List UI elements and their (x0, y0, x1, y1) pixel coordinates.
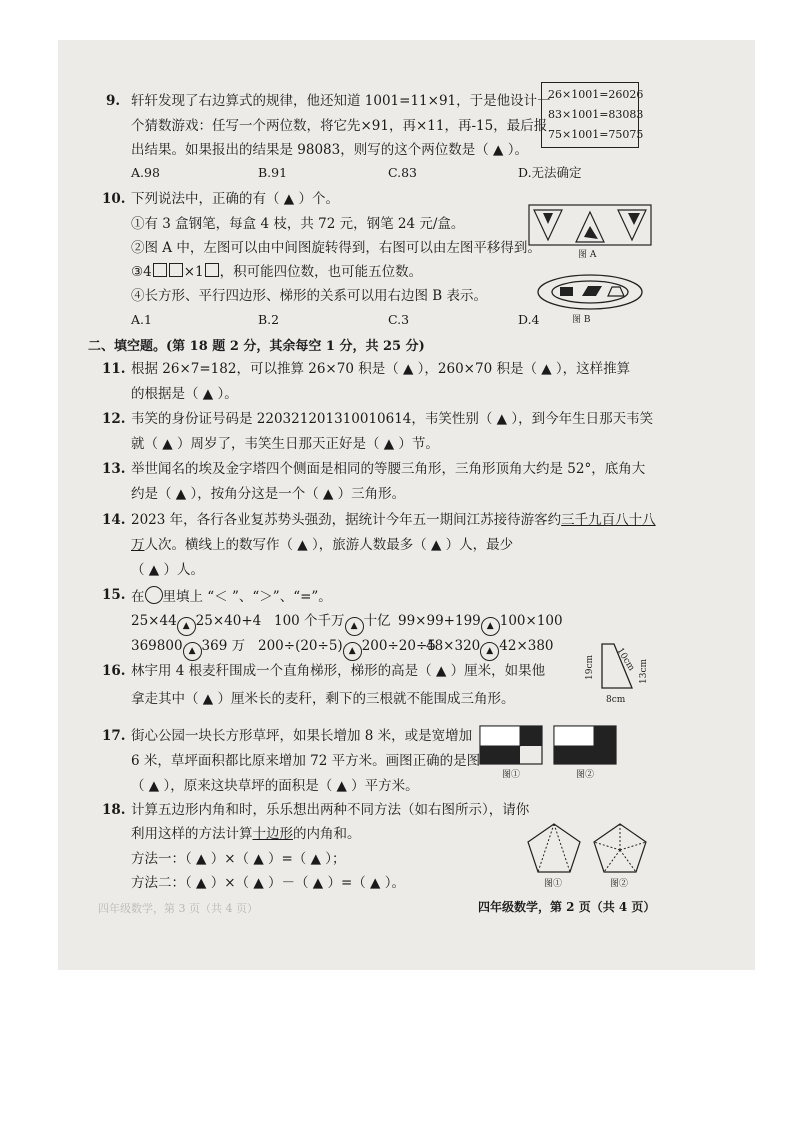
q9-rule-2: 83×1001=83083 (548, 108, 644, 121)
q9-option-a: A.98 (131, 165, 160, 180)
q16-line2: 拿走其中（ ▲ ）厘米长的麦秆，剩下的三根就不能围成三角形。 (131, 691, 515, 707)
compare-circle-icon: ▲ (481, 617, 500, 636)
q15-row2-item1: 369800 ▲ 369 万 (131, 637, 245, 661)
q9-line3: 出结果。如果报出的结果是 98083，则写的这个两位数是（ ▲ ）。 (131, 142, 528, 158)
compare-circle-icon: ▲ (343, 642, 362, 661)
compare-circle-icon: ▲ (177, 617, 196, 636)
dim-8cm: 8cm (606, 695, 626, 705)
q16-line1: 林宇用 4 根麦秆围成一个直角梯形，梯形的高是（ ▲ ）厘米，如果他 (131, 663, 546, 679)
exam-page (58, 40, 755, 970)
dim-19cm: 19cm (585, 654, 595, 680)
q9-rule-box (541, 82, 644, 148)
q10-option-a: A.1 (131, 312, 152, 327)
q18-line2: 利用这样的方法计算十边形的内角和。 (131, 826, 361, 842)
figure-1-label: 图① (502, 770, 521, 780)
q9-number: 9. (106, 93, 121, 109)
q10-statement-4: ④长方形、平行四边形、梯形的关系可以用右边图 B 表示。 (131, 288, 488, 304)
q9-option-c: C.83 (388, 165, 417, 180)
blank-box (205, 263, 219, 277)
compare-circle-icon: ▲ (183, 642, 202, 661)
q15-row2-item3: 48×320 ▲ 42×380 (426, 637, 554, 661)
q15-instruction: 在 里填上 “＜ ”、“＞”、“=”。 (131, 586, 332, 606)
pentagon-figure-2-label: 图② (610, 879, 629, 889)
q9-rule-1: 26×1001=26026 (548, 88, 644, 101)
q17-line2: 6 米，草坪面积都比原来增加 72 平方米。画图正确的是图 (131, 753, 481, 769)
q9-option-b: B.91 (258, 165, 288, 180)
q11-number: 11. (102, 361, 126, 377)
q15-row2-item2: 200÷(20÷5) ▲ 200÷20÷5 (258, 637, 436, 661)
q14-line1: 2023 年，各行各业复苏势头强劲，据统计今年五一期间江苏接待游客约三千九百八十八 (131, 512, 656, 528)
q17-figure-2 (552, 724, 622, 780)
q17-line3: （ ▲ ），原来这块草坪的面积是（ ▲ ）平方米。 (131, 778, 419, 794)
q14-line3: （ ▲ ）人。 (131, 562, 204, 578)
q15-row1-item2: 100 个千万 ▲ 十亿 (274, 612, 391, 636)
q10-number: 10. (102, 191, 126, 207)
q18-number: 18. (102, 802, 126, 818)
q18-method-1: 方法一：（ ▲ ）×（ ▲ ）=（ ▲ ）； (131, 851, 346, 867)
q12-line1: 韦笑的身份证号码是 220321201310010614，韦笑性别（ ▲ ），到今年生日那天韦笑 (131, 411, 654, 427)
q9-line2: 个猜数游戏：任写一个两位数，将它先×91，再×11，再-15，最后报 (131, 118, 548, 134)
q10-statement-1: ①有 3 盒钢笔，每盒 4 枝，共 72 元，钢笔 24 元/盒。 (131, 216, 465, 232)
compare-circle-icon: ▲ (345, 617, 364, 636)
blank-box (169, 263, 183, 277)
q11-line2: 的根据是（ ▲ ）。 (131, 386, 238, 402)
page-footer: 四年级数学，第 2 页（共 4 页） (478, 900, 656, 914)
q9-rule-3: 75×1001=75075 (548, 128, 644, 141)
q10-line1: 下列说法中，正确的有（ ▲ ）个。 (131, 191, 339, 207)
q18-line1: 计算五边形内角和时，乐乐想出两种不同方法（如右图所示），请你 (131, 802, 530, 818)
q10-option-b: B.2 (258, 312, 280, 327)
q10-option-d: D.4 (518, 312, 540, 327)
q15-row1-item1: 25×44 ▲ 25×40+4 (131, 612, 261, 636)
compare-circle-icon: ▲ (480, 642, 499, 661)
figure-2-label: 图② (576, 770, 595, 780)
q10-option-c: C.3 (388, 312, 410, 327)
q15-number: 15. (102, 587, 126, 603)
q10-statement-2: ②图 A 中，左图可以由中间图旋转得到，右图可以由左图平移得到。 (131, 240, 541, 256)
q13-line2: 约是（ ▲ ），按角分这是一个（ ▲ ）三角形。 (131, 486, 406, 502)
q15-row1-item3: 99×99+199 ▲ 100×100 (398, 612, 563, 636)
q13-number: 13. (102, 461, 126, 477)
q16-number: 16. (102, 663, 126, 679)
figure-a-label: 图 A (578, 250, 597, 260)
q14-number: 14. (102, 512, 126, 528)
footer-left-bleedthrough: 四年级数学，第 3 页（共 4 页） (98, 902, 258, 915)
q16-trapezoid-figure (584, 636, 664, 716)
q12-line2: 就（ ▲ ）周岁了，韦笑生日那天正好是（ ▲ ）节。 (131, 436, 439, 452)
q9-option-d: D.无法确定 (518, 165, 582, 180)
section-2-heading: 二、填空题。(第 18 题 2 分，其余每空 1 分，共 25 分) (88, 339, 425, 354)
q10-figure-b (536, 272, 648, 328)
q10-statement-3: ③4 ×1 ，积可能四位数，也可能五位数。 (131, 264, 423, 280)
q18-method-2: 方法二：（ ▲ ）×（ ▲ ）－（ ▲ ）=（ ▲ ）。 (131, 875, 405, 891)
figure-b-label: 图 B (572, 315, 591, 325)
q11-line1: 根据 26×7=182，可以推算 26×70 积是（ ▲ ），260×70 积是（ ▲ ），这样推算 (131, 361, 631, 377)
q12-number: 12. (102, 411, 126, 427)
q17-figure-1 (478, 724, 548, 780)
q14-line2: 万人次。横线上的数写作（ ▲ ），旅游人数最多（ ▲ ）人，最少 (131, 537, 514, 553)
q10-figure-a (528, 204, 652, 260)
q17-number: 17. (102, 728, 126, 744)
q17-line1: 街心公园一块长方形草坪，如果长增加 8 米，或是宽增加 (131, 728, 473, 744)
dim-13cm: 13cm (639, 658, 649, 684)
blank-box (153, 263, 167, 277)
pentagon-figure-1-label: 图① (544, 879, 563, 889)
dim-10cm: 10cm (614, 646, 637, 673)
compare-circle-icon (145, 586, 163, 604)
q9-line1: 轩轩发现了右边算式的规律，他还知道 1001=11×91，于是他设计一 (131, 93, 551, 109)
q13-line1: 举世闻名的埃及金字塔四个侧面是相同的等腰三角形，三角形顶角大约是 52°，底角大 (131, 461, 646, 477)
q18-pentagon-figures (524, 820, 664, 890)
